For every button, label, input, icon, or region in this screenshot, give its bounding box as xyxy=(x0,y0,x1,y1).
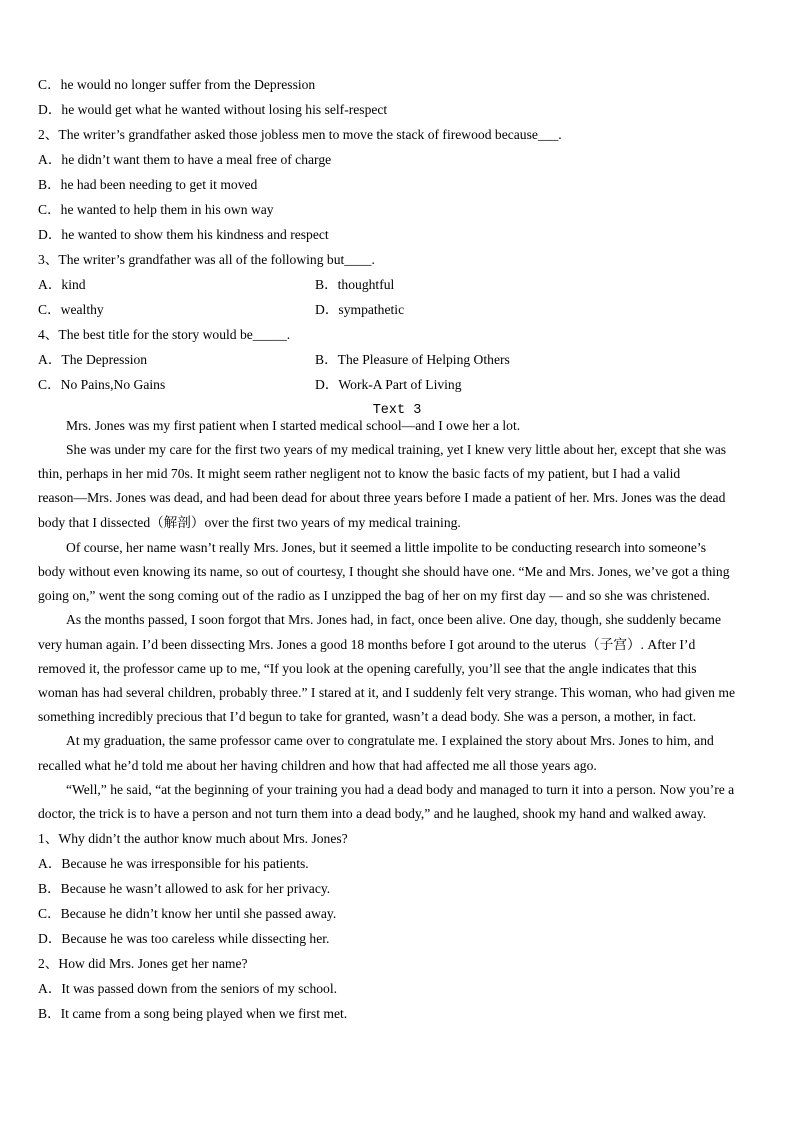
option-c: C．he would no longer suffer from the Depression xyxy=(38,77,316,92)
option-a: A．The Depression xyxy=(38,352,148,367)
question-stem: 2、How did Mrs. Jones get her name? xyxy=(38,956,248,971)
passage-line: going on,” went the song coming out of the radio as I unzipped the bag of her on my first day — and so she was christened. xyxy=(38,588,710,603)
passage-line: woman has had several children, probably three.” I stared at it, and I suddenly felt very strange. This woman, who had given me xyxy=(38,685,735,700)
passage-line: very human again. I’d been dissecting Mrs. Jones a good 18 months before I got around to the uterus（子宫）. After I’d xyxy=(38,637,696,652)
passage-line: body that I dissected（解剖）over the first two years of my medical training. xyxy=(38,515,461,530)
option-d: D．he would get what he wanted without losing his self-respect xyxy=(38,102,388,117)
option-b: B．thoughtful xyxy=(315,277,395,292)
option-c: C．Because he didn’t know her until she passed away. xyxy=(38,906,337,921)
passage-line: body without even knowing its name, so out of courtesy, I thought she should have one. “Me and Mrs. Jones, we’ve got a thing xyxy=(38,564,730,579)
option-d: D．he wanted to show them his kindness and respect xyxy=(38,227,329,242)
option-b: B．he had been needing to get it moved xyxy=(38,177,258,192)
passage-line: Mrs. Jones was my first patient when I started medical school—and I owe her a lot. xyxy=(66,418,521,433)
option-d: D．Work-A Part of Living xyxy=(315,377,462,392)
passage-line: Of course, her name wasn’t really Mrs. Jones, but it seemed a little impolite to be conducting research into someone’s xyxy=(66,540,706,555)
option-b: B．Because he wasn’t allowed to ask for her privacy. xyxy=(38,881,331,896)
section-title: Text 3 xyxy=(372,403,422,418)
passage-line: recalled what he’d told me about her having children and how that had affected me all those years ago. xyxy=(38,758,597,773)
option-c: C．wealthy xyxy=(38,302,104,317)
option-c: C．he wanted to help them in his own way xyxy=(38,202,274,217)
option-b: B．It came from a song being played when we first met. xyxy=(38,1006,348,1021)
question-stem: 1、Why didn’t the author know much about Mrs. Jones? xyxy=(38,831,348,846)
option-a: A．he didn’t want them to have a meal free of charge xyxy=(38,152,332,167)
question-stem: 3、The writer’s grandfather was all of the following but____. xyxy=(38,252,375,267)
option-a: A．It was passed down from the seniors of my school. xyxy=(38,981,338,996)
passage-line: “Well,” he said, “at the beginning of your training you had a dead body and managed to turn it into a person. Now you’re a xyxy=(66,782,735,797)
passage-line: doctor, the trick is to have a person and not turn them into a dead body,” and he laughed, shook my hand and walked away. xyxy=(38,806,707,821)
passage-line: removed it, the professor came up to me, “If you look at the opening carefully, you’ll see that the angle indicates that this xyxy=(38,661,697,676)
passage-line: reason—Mrs. Jones was dead, and had been dead for about three years before I made a patient of her. Mrs. Jones was the dead xyxy=(38,490,726,505)
passage-line: As the months passed, I soon forgot that Mrs. Jones had, in fact, once been alive. One day, though, she suddenly became xyxy=(66,612,721,627)
option-c: C．No Pains,No Gains xyxy=(38,377,166,392)
passage-line: something incredibly precious that I’d begun to take for granted, wasn’t a dead body. She was a person, a mother, in fact. xyxy=(38,709,697,724)
passage-line: At my graduation, the same professor came over to congratulate me. I explained the story about Mrs. Jones to him, and xyxy=(66,733,714,748)
passage-line: thin, perhaps in her mid 70s. It might seem rather negligent not to know the basic facts of my patient, but I had a valid xyxy=(38,466,681,481)
option-d: D．sympathetic xyxy=(315,302,405,317)
question-stem: 2、The writer’s grandfather asked those jobless men to move the stack of firewood because___. xyxy=(38,127,562,142)
option-a: A．kind xyxy=(38,277,86,292)
option-a: A．Because he was irresponsible for his patients. xyxy=(38,856,309,871)
option-d: D．Because he was too careless while dissecting her. xyxy=(38,931,330,946)
passage-line: She was under my care for the first two years of my medical training, yet I knew very little about her, except that she was xyxy=(66,442,727,457)
option-b: B．The Pleasure of Helping Others xyxy=(315,352,510,367)
question-stem: 4、The best title for the story would be_____. xyxy=(38,327,291,342)
